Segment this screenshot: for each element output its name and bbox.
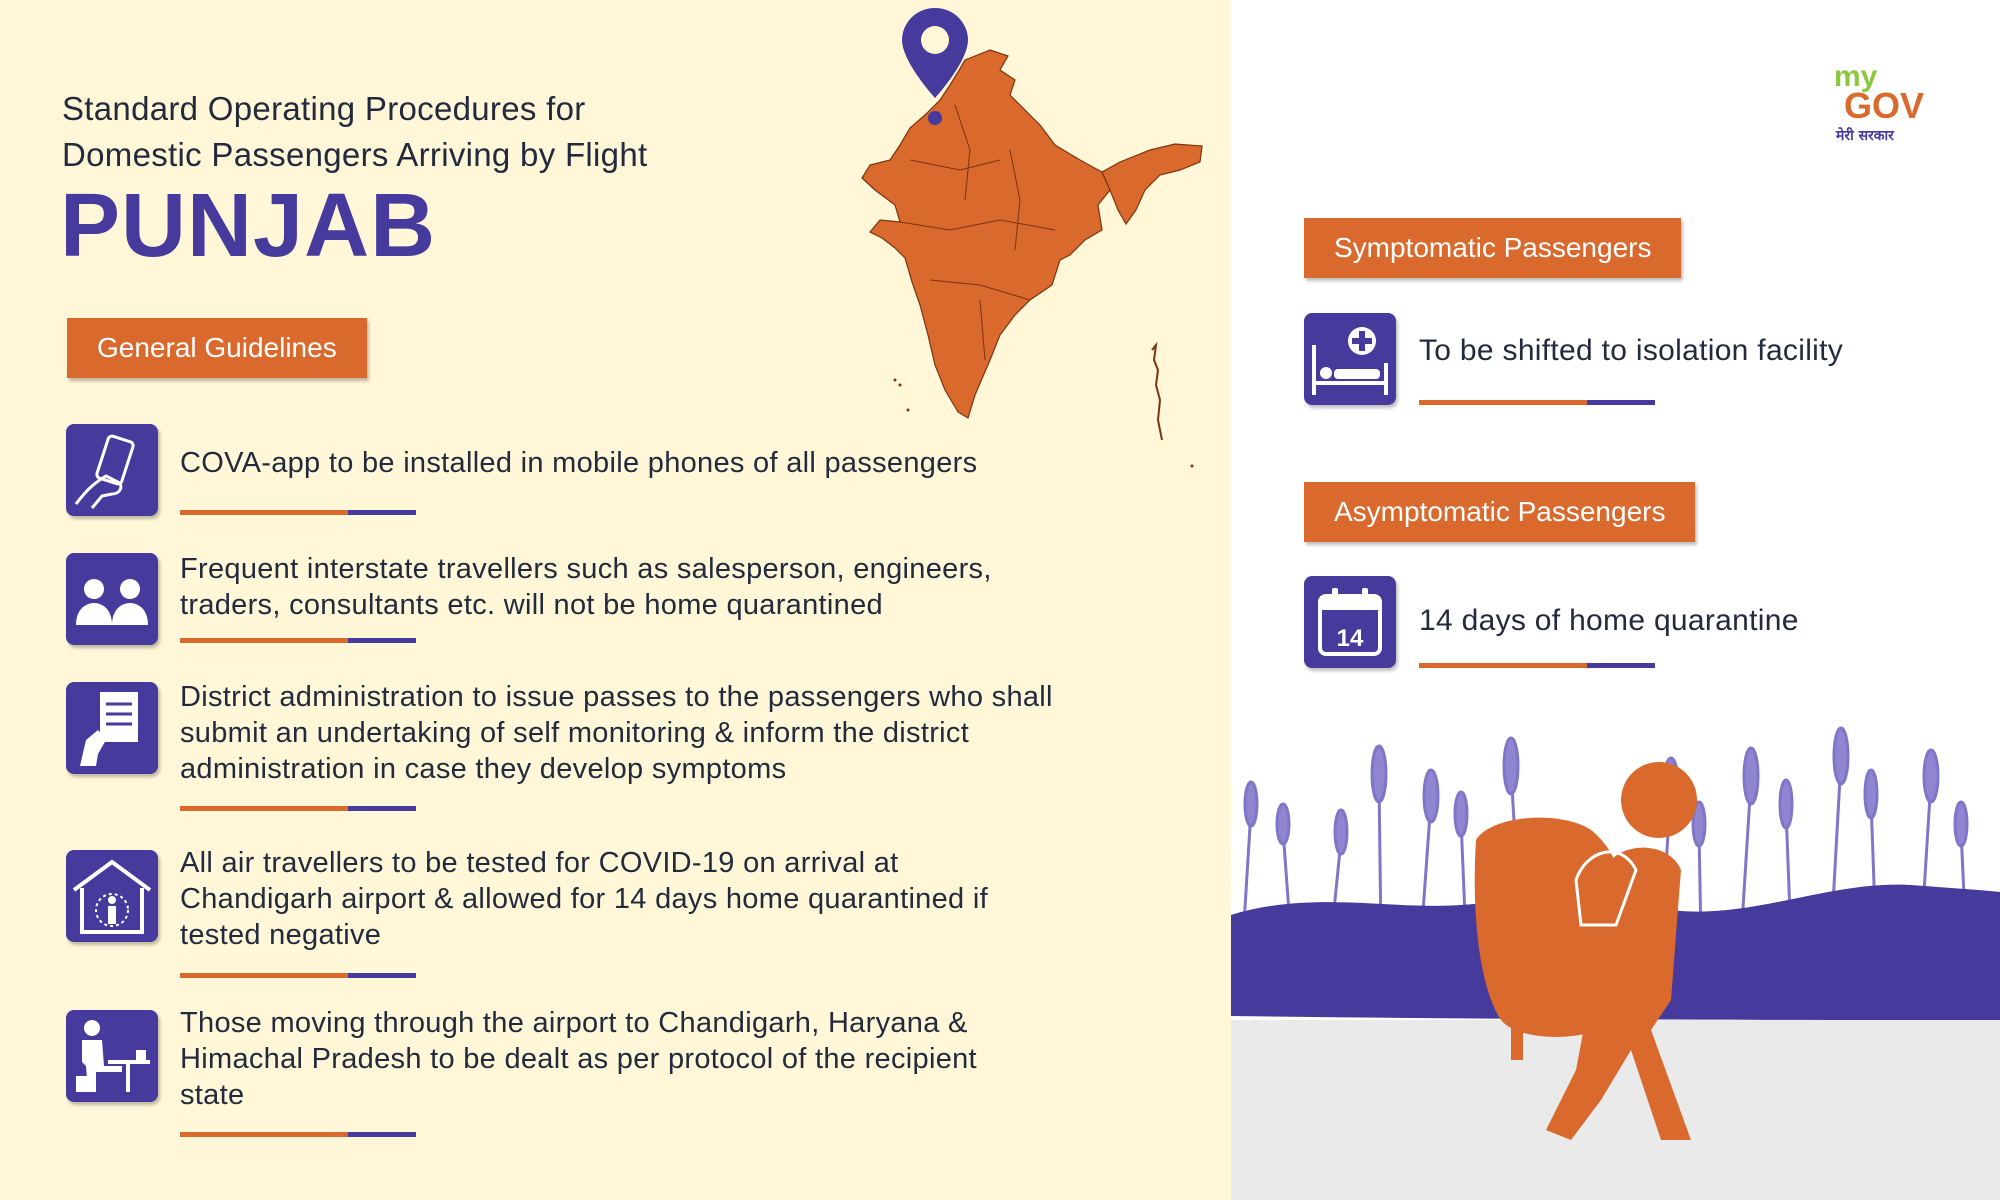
guideline-item-3-line-1: District administration to issue passes to the passengers who shall — [180, 681, 1053, 713]
symptomatic-passengers-tag: Symptomatic Passengers — [1304, 218, 1681, 278]
traveller-scene — [1231, 720, 2000, 1200]
guideline-item-2-line-1: Frequent interstate travellers such as salesperson, engineers, — [180, 553, 992, 585]
document-hand-icon — [66, 682, 158, 774]
guideline-item-5-text — [180, 1005, 977, 1113]
page-title: PUNJAB — [60, 176, 437, 276]
guideline-item-3-text — [180, 679, 1053, 787]
guideline-item-5-divider — [180, 1132, 416, 1137]
desk-checkup-icon — [66, 1010, 158, 1102]
guideline-item-4-line-2: Chandigarh airport & allowed for 14 days home quarantined if — [180, 883, 988, 915]
guideline-item-2-line-2: traders, consultants etc. will not be home quarantined — [180, 589, 883, 621]
calendar-icon — [1304, 576, 1396, 668]
guideline-item-5-line-1: Those moving through the airport to Chandigarh, Haryana & — [180, 1007, 968, 1039]
page-subtitle — [62, 86, 647, 178]
traveller-illustration — [1231, 720, 2000, 1200]
guideline-item-1-text — [180, 445, 977, 481]
subtitle-line-1: Standard Operating Procedures for — [62, 90, 586, 127]
logo-tagline-text: मेरी सरकार — [1836, 128, 1894, 144]
asymptomatic-divider — [1419, 663, 1655, 668]
mygov-logo-icon — [1832, 60, 1942, 150]
guideline-item-5-line-3: state — [180, 1079, 245, 1111]
asymptomatic-icon-box — [1304, 576, 1396, 668]
symptomatic-divider — [1419, 400, 1655, 405]
india-map-icon — [840, 0, 1210, 480]
guideline-item-4-line-1: All air travellers to be tested for COVID-19 on arrival at — [180, 847, 899, 879]
guideline-item-5-line-2: Himachal Pradesh to be dealt as per protocol of the recipient — [180, 1043, 977, 1075]
guideline-item-3-line-2: submit an undertaking of self monitoring & inform the district — [180, 717, 970, 749]
guideline-item-1-line-1: COVA-app to be installed in mobile phones of all passengers — [180, 447, 978, 479]
guideline-item-5-icon-box — [66, 1010, 158, 1102]
india-map — [840, 0, 1210, 480]
hospital-bed-icon — [1304, 313, 1396, 405]
guideline-item-4-icon-box — [66, 850, 158, 942]
logo-gov-text: GOV — [1844, 85, 1925, 126]
guideline-item-1-divider — [180, 510, 416, 515]
phone-hand-icon — [66, 424, 158, 516]
subtitle-line-2: Domestic Passengers Arriving by Flight — [62, 136, 648, 173]
guideline-item-2-divider — [180, 638, 416, 643]
guideline-item-2-text — [180, 551, 992, 623]
guideline-item-3-line-3: administration in case they develop symptoms — [180, 753, 787, 785]
house-person-icon — [66, 850, 158, 942]
guideline-item-4-line-3: tested negative — [180, 919, 382, 951]
asymptomatic-passengers-tag: Asymptomatic Passengers — [1304, 482, 1695, 542]
general-guidelines-tag: General Guidelines — [67, 318, 367, 378]
symptomatic-text: To be shifted to isolation facility — [1419, 334, 1844, 367]
guideline-item-3-icon-box — [66, 682, 158, 774]
logo-my-text: my — [1834, 60, 1878, 93]
guideline-item-4-text — [180, 845, 988, 953]
guideline-item-2-icon-box — [66, 553, 158, 645]
asymptomatic-text: 14 days of home quarantine — [1419, 604, 1799, 637]
guideline-item-4-divider — [180, 973, 416, 978]
symptomatic-icon-box — [1304, 313, 1396, 405]
guideline-item-3-divider — [180, 806, 416, 811]
guideline-item-1-icon-box — [66, 424, 158, 516]
business-people-icon — [66, 553, 158, 645]
calendar-number: 14 — [1336, 625, 1364, 652]
mygov-logo — [1832, 60, 1942, 150]
